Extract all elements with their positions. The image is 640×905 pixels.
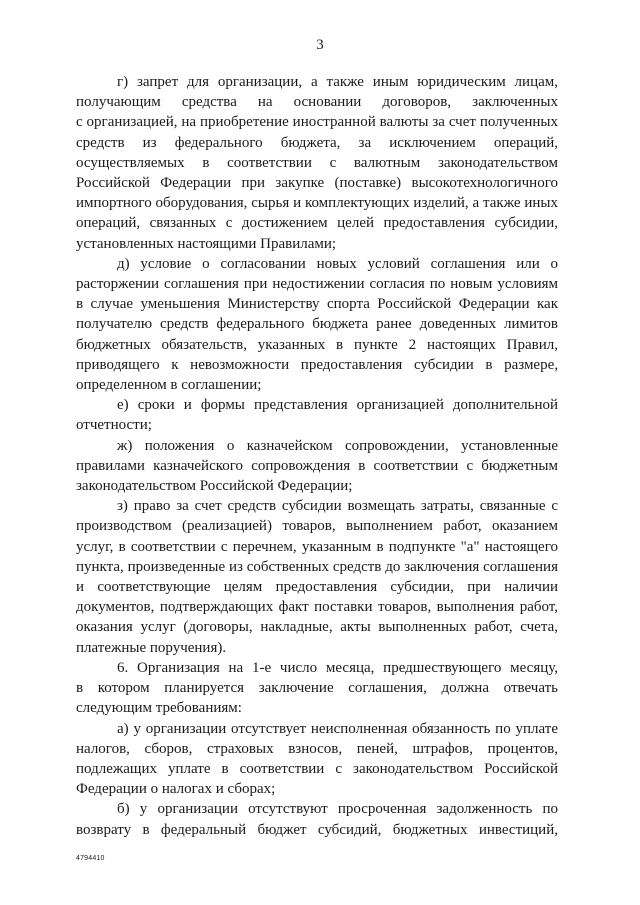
text-line: з) право за счет средств субсидии возмещать затраты, связанные с	[117, 498, 558, 515]
text-line: 6. Организация на 1-е число месяца, предшествующего месяцу,	[117, 659, 558, 676]
text-line: получателю средств федерального бюджета ранее доведенных лимитов	[76, 316, 558, 333]
text-line: получающим средства на основании договоров, заключенных	[76, 94, 558, 111]
text-line: операций, связанных с достижением целей предоставления субсидии,	[76, 215, 558, 232]
paragraph-point-6	[76, 658, 558, 719]
page-number: 3	[316, 37, 324, 53]
text-line: возврату в федеральный бюджет субсидий, бюджетных инвестиций,	[76, 821, 558, 838]
text-line: Федерации о налогах и сборах;	[76, 781, 276, 798]
text-line: следующим требованиям:	[76, 700, 242, 717]
paragraph-item-e	[76, 395, 558, 435]
paragraph-req-a	[76, 719, 558, 800]
document-body	[76, 72, 558, 840]
text-line: а) у организации отсутствует неисполненная обязанность по уплате	[117, 720, 558, 737]
text-line: правилами казначейского сопровождения в соответствии с бюджетным	[76, 457, 558, 474]
paragraph-req-b	[76, 799, 558, 839]
text-line: производством (реализацией) товаров, выполнением работ, оказанием	[76, 518, 558, 535]
text-line: б) у организации отсутствуют просроченная задолженность по	[117, 801, 558, 818]
text-line: г) запрет для организации, а также иным юридическим лицам,	[117, 74, 558, 90]
text-line: с организацией, на приобретение иностранной валюты за счет полученных	[76, 114, 558, 131]
text-line: в котором планируется заключение соглашения, должна отвечать	[76, 680, 558, 697]
paragraph-item-d	[76, 254, 558, 395]
paragraph-item-g	[76, 72, 558, 254]
text-line: ж) положения о казначейском сопровождении, установленные	[117, 437, 558, 454]
text-line: пункта, произведенные из собственных средств до заключения соглашения	[76, 558, 558, 575]
text-line: документов, подтверждающих факт поставки товаров, выполнения работ,	[76, 599, 558, 616]
text-line: Российской Федерации при закупке (поставке) высокотехнологичного	[76, 175, 558, 192]
paragraph-item-z	[76, 496, 558, 658]
text-line: установленных настоящими Правилами;	[76, 235, 337, 252]
text-line: законодательством Российской Федерации;	[76, 478, 353, 495]
text-line: средств из федерального бюджета, за исключением операций,	[76, 134, 558, 151]
text-line: платежные поручения).	[76, 639, 227, 656]
text-line: отчетности;	[76, 417, 152, 434]
text-line: оказания услуг (договоры, накладные, акты выполненных работ, счета,	[76, 619, 558, 636]
text-line: бюджетных обязательств, указанных в пункте 2 настоящих Правил,	[76, 336, 558, 353]
document-id: 4794410	[76, 855, 105, 862]
text-line: расторжении соглашения при недостижении согласия по новым условиям	[76, 276, 558, 293]
text-line: е) сроки и формы представления организацией дополнительной	[117, 397, 558, 414]
text-line: подлежащих уплате в соответствии с законодательством Российской	[76, 760, 558, 777]
text-line: д) условие о согласовании новых условий соглашения или о	[117, 255, 558, 272]
text-line: осуществляемых в соответствии с валютным законодательством	[76, 154, 558, 171]
text-line: приводящего к невозможности предоставления субсидии в размере,	[76, 356, 558, 373]
text-line: и соответствующие целям предоставления субсидии, при наличии	[76, 579, 558, 596]
text-line: услуг, в соответствии с перечнем, указанным в подпункте "а" настоящего	[76, 538, 558, 555]
text-line: определенном в соглашении;	[76, 377, 262, 394]
text-line: импортного оборудования, сырья и комплектующих изделий, а также иных	[76, 195, 558, 212]
text-line: в случае уменьшения Министерству спорта Российской Федерации как	[76, 296, 558, 313]
text-line: налогов, сборов, страховых взносов, пеней, штрафов, процентов,	[76, 740, 558, 757]
paragraph-item-zh	[76, 436, 558, 497]
